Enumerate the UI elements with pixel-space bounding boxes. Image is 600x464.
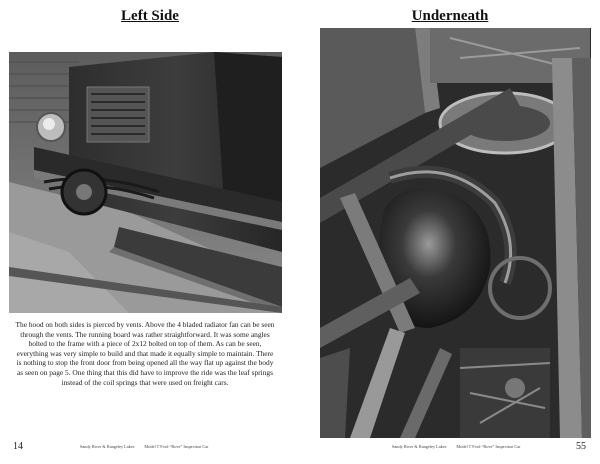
left-page-number: 14 — [13, 441, 23, 452]
right-page — [300, 0, 600, 464]
right-page-number: 55 — [576, 441, 586, 452]
left-page-caption: The hood on both sides is pierced by vents. Above the 4 bladed radiator fan can be seen through the vents. The running board was rather straightforward. It was some angles bolted to the frame with a piece of 2x12 bolted on top of them. As can be seen, everything was very simple to build and that made it equally simple to maintain. There is nothing to stop the front door from being opened all the way flat up against the body as seen on page 5. One thing that this did have to improve the ride was the leaf springs instead of the coil springs that were used on freight cars. — [15, 320, 275, 387]
right-page-footer — [392, 444, 521, 449]
right-page-title: Underneath — [411, 8, 489, 24]
right-footer-title: Model T Ford “Rove” Inspection Car — [456, 444, 521, 449]
left-page-footer — [80, 444, 209, 449]
left-side-photo — [9, 52, 282, 313]
right-footer-railroad: Sandy River & Rangeley Lakes — [392, 444, 447, 449]
underneath-photo — [320, 28, 591, 438]
left-footer-railroad: Sandy River & Rangeley Lakes — [80, 444, 135, 449]
left-page-title: Left Side — [121, 8, 179, 24]
left-footer-title: Model T Ford “Rove” Inspection Car — [144, 444, 209, 449]
